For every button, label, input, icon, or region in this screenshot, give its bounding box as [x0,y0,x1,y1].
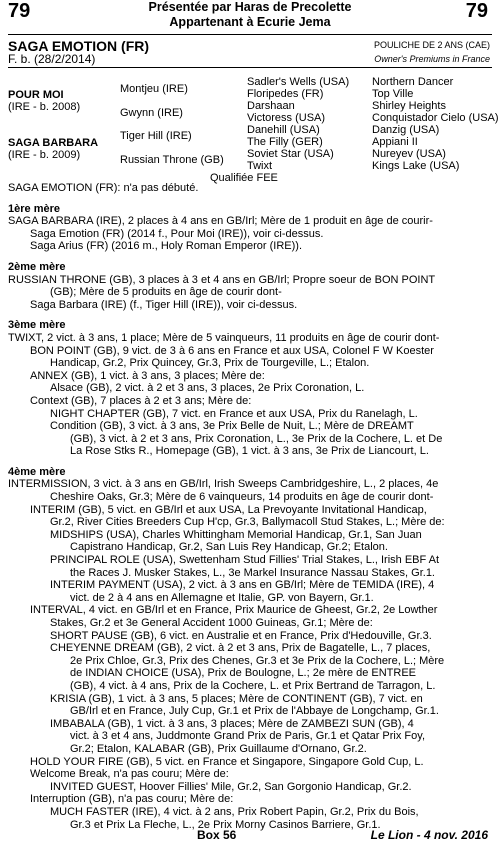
note-line: TWIXT, 2 vict. à 3 ans, 1 place; Mère de 5 vainqueurs, 11 produits en âge de courir dont- [8,331,440,344]
note-line: INTERIM PAYMENT (USA), 2 vict. à 3 ans en GB/Irl; Mère de TEMIDA (IRE), 4 [50,579,435,592]
note-line: NIGHT CHAPTER (GB), 7 vict. en France et aux USA, Prix du Ranelagh, L. [50,407,418,420]
note-line: INVITED GUEST, Hoover Fillies' Mile, Gr.2, San Gorgonio Handicap, Gr.2. [50,780,412,793]
note-line: Gr.2; Etalon, KALABAR (GB), Prix Guillaume d'Ornano, Gr.2. [70,742,367,755]
note-line: vict. de 2 à 4 ans en Allemagne et Italie, GP. von Bayern, Gr.1. [70,591,374,604]
grandsire-maternal: Tiger Hill (IRE) [120,130,192,142]
note-line: (GB); Mère de 5 produits en âge de courir dont- [50,286,282,299]
horse-category: POULICHE DE 2 ANS (CAE) [373,40,490,50]
note-line: Stakes, Gr.2 et 3e General Accident 1000 Guineas, Gr.1; Mère de: [50,617,373,629]
section-heading: 4ème mère [8,465,66,478]
note-line: Welcome Break, n'a pas couru; Mère de: [30,768,229,781]
ggs-2: Floripedes (FR) [247,88,324,100]
note-line: ANNEX (GB), 1 vict. à 3 ans, 3 places; Mère de: [30,369,265,382]
gggs-3: Shirley Heights [372,100,446,112]
note-line: Condition (GB), 3 vict. à 3 ans, 3e Prix Belle de Nuit, L.; Mère de DREAMT [50,420,414,433]
pedigree-notes [8,182,494,831]
note-line: Capistrano Handicap, Gr.2, San Luis Rey Handicap, Gr.2; Etalon. [70,541,388,554]
note-line: INTERVAL, 4 vict. en GB/Irl et en France, Prix Maurice de Gheest, Gr.2, 2e Lowther [30,604,438,617]
note-line: PRINCIPAL ROLE (USA), Swettenham Stud Fillies' Trial Stakes, L., Irish EBF At [50,554,440,567]
note-line: vict. à 3 et 4 ans, Juddmonte Grand Prix de Paris, Gr.1 et Qatar Prix Foy, [70,730,426,743]
note-line: GB/Irl et en France, July Cup, Gr.1 et Prix de l'Abbaye de Longchamp, Gr.1. [70,705,439,718]
ggs-6: The Filly (GER) [247,136,323,148]
gggs-6: Appiani II [372,136,418,148]
ggs-8: Twixt [247,160,273,172]
note-line: (GB), 4 vict. à 4 ans, Prix de la Cochere, L. et Prix Bertrand de Tarragon, L. [70,679,436,692]
horse-description: F. b. (28/2/2014) [8,52,96,66]
lot-number-left: 79 [8,0,31,22]
consignor-line: Présentée par Haras de Precolette [148,0,352,14]
note-line: IMBABALA (GB), 1 vict. à 3 ans, 3 places; Mère de ZAMBEZI SUN (GB), 4 [50,717,414,730]
gggs-8: Kings Lake (USA) [372,160,460,172]
note-line: La Rose Stks R., Homepage (GB), 1 vict. à 3 ans, 3e Prix de Liancourt, L. [70,445,429,458]
pedigree-rule [8,67,492,68]
gggs-5: Danzig (USA) [372,124,440,136]
granddam-paternal: Gwynn (IRE) [120,107,183,119]
note-line: Saga Arius (FR) (2016 m., Holy Roman Emperor (IRE)). [30,240,303,253]
note-line: Handicap, Gr.2, Prix Quincey, Gr.3, Prix de Tourgeville, L.; Etalon. [50,357,370,370]
page-header [0,0,500,34]
note-line: (GB), 3 vict. à 2 et 3 ans, Prix Coronation, L., 3e Prix de la Cochere, L. et De [70,432,443,445]
ggs-3: Darshaan [247,100,295,112]
box-number: Box 56 [197,828,237,842]
lot-number-right: 79 [465,0,488,22]
note-line: SAGA BARBARA (IRE), 2 places à 4 ans en GB/Irl; Mère de 1 produit en âge de courir- [8,215,433,228]
note-line: 2e Prix Chloe, Gr.3, Prix des Chenes, Gr.3 et 3e Prix de la Cochere, L.; Mère [70,654,445,667]
note-line: Cheshire Oaks, Gr.3; Mère de 6 vainqueurs, 14 produits en âge de courir dont- [50,491,434,504]
note-line: Saga Barbara (IRE) (f., Tiger Hill (IRE)), voir ci-dessus. [30,298,298,311]
ggs-4: Victoress (USA) [247,112,326,124]
granddam-maternal: Russian Throne (GB) [120,154,224,166]
section-heading: 2ème mère [8,260,66,273]
qualification: Qualifiée FEE [210,172,278,184]
note-line: Saga Emotion (FR) (2014 f., Pour Moi (IRE)), voir ci-dessus. [30,227,324,240]
dam-name: SAGA BARBARA [8,137,99,149]
ggs-1: Sadler's Wells (USA) [247,76,350,88]
gggs-4: Conquistador Cielo (USA) [372,112,499,124]
header-rule [8,34,492,35]
note-line: BON POINT (GB), 9 vict. de 3 à 6 ans en France et aux USA, Colonel F W Koester [30,344,434,357]
note-line: SHORT PAUSE (GB), 6 vict. en Australie et en France, Prix d'Hedouville, Gr.3. [50,629,432,642]
note-line: Gr.3 et Prix La Fleche, L., 2e Prix Morny Casinos Barriere, Gr.1. [70,818,381,831]
section-heading: 3ème mère [8,319,66,332]
note-line: MUCH FASTER (IRE), 4 vict. à 2 ans, Prix Robert Papin, Gr.2, Prix du Bois, [50,805,419,818]
note-line: Interruption (GB), n'a pas couru; Mère de: [30,793,234,806]
note-line: MIDSHIPS (USA), Charles Whittingham Memorial Handicap, Gr.1, San Juan [50,528,422,541]
horse-name: SAGA EMOTION (FR) [8,38,150,54]
note-line: Gr.2, River Cities Breeders Cup H'cp, Gr.3, Ballymacoll Stud Stakes, L.; Mère de: [50,516,445,529]
sire-details: (IRE - b. 2008) [8,101,81,113]
note-line: INTERMISSION, 3 vict. à 3 ans en GB/Irl, Irish Sweeps Cambridgeshire, L., 2 places, 4e [8,478,439,491]
sire-name: POUR MOI [8,89,64,101]
gggs-2: Top Ville [372,88,414,100]
note-line: the Races J. Musker Stakes, L., 3e Markel Insurance Nassau Stakes, Gr.1. [70,566,435,579]
note-line: KRISIA (GB), 1 vict. à 3 ans, 5 places; Mère de CONTINENT (GB), 7 vict. en [50,692,423,705]
pedigree-table [0,74,500,194]
note-line: SAGA EMOTION (FR): n'a pas débuté. [8,182,199,194]
grandsire-paternal: Montjeu (IRE) [120,83,188,95]
owner-line: Appartenant à Ecurie Jema [169,15,331,29]
note-line: Alsace (GB), 2 vict. à 2 et 3 ans, 3 places, 2e Prix Coronation, L. [50,382,365,395]
note-line: de INDIAN CHOICE (USA), Prix de Boulogne, L.; 2e mère de ENTREE [70,667,417,680]
note-line: CHEYENNE DREAM (GB), 2 vict. à 2 et 3 ans, Prix de Bagatelle, L., 7 places, [50,642,431,655]
note-line: INTERIM (GB), 5 vict. en GB/Irl et aux USA, La Prevoyante Invitational Handicap, [30,503,427,516]
note-line: HOLD YOUR FIRE (GB), 5 vict. en France et Singapore, Singapore Gold Cup, L. [30,755,424,768]
gggs-7: Nureyev (USA) [372,148,446,160]
owner-premiums: Owner's Premiums in France [374,54,490,64]
section-heading: 1ère mère [8,202,60,215]
ggs-7: Soviet Star (USA) [247,148,334,160]
dam-details: (IRE - b. 2009) [8,149,81,161]
sale-date: Le Lion - 4 nov. 2016 [370,828,488,842]
ggs-5: Danehill (USA) [247,124,320,136]
note-line: Context (GB), 7 places à 2 et 3 ans; Mère de: [30,394,252,407]
gggs-1: Northern Dancer [372,76,454,88]
note-line: RUSSIAN THRONE (GB), 3 places à 3 et 4 ans en GB/Irl; Propre soeur de BON POINT [8,273,436,286]
